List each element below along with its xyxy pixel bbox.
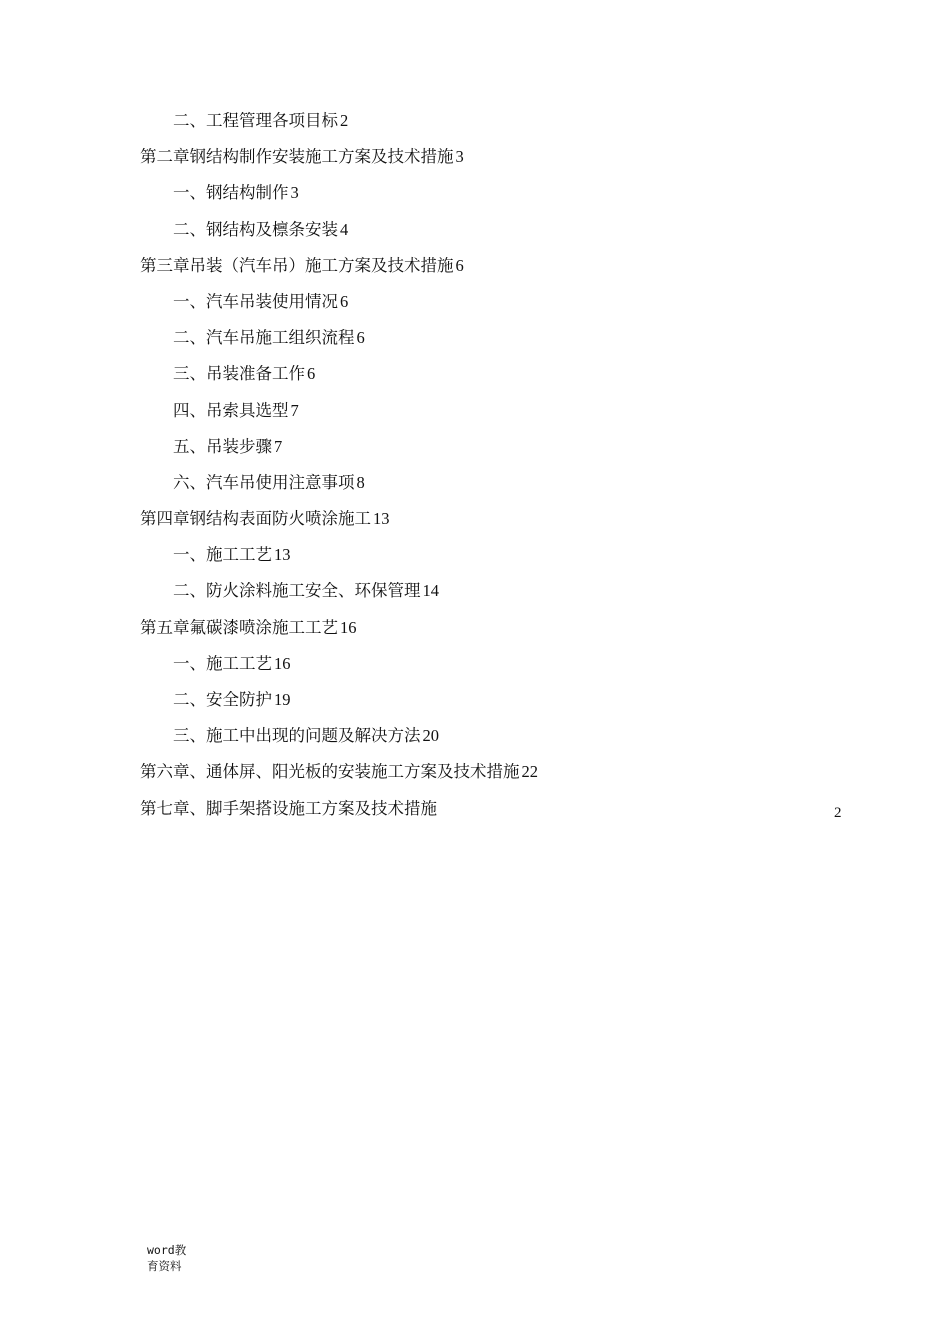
toc-chapter[interactable] — [0, 142, 950, 178]
toc-entry-page: 8 — [356, 472, 365, 492]
toc-entry-title: 四、吊索具选型 — [173, 400, 289, 420]
toc-entry-page: 19 — [274, 690, 291, 709]
toc-entry-title: 二、工程管理各项目标 — [173, 111, 338, 130]
toc-entry-title: 第二章钢结构制作安装施工方案及技术措施 — [140, 147, 454, 167]
toc-entry-page: 13 — [373, 509, 390, 529]
toc-chapter[interactable] — [0, 504, 950, 540]
toc-entry-title: 一、钢结构制作 — [173, 183, 289, 203]
toc-entry-title: 一、施工工艺 — [173, 545, 272, 565]
toc-entry[interactable] — [0, 576, 950, 612]
toc-entry[interactable] — [0, 106, 950, 142]
toc-entry-page: 6 — [340, 291, 349, 311]
toc-entry-page: 14 — [422, 581, 439, 601]
toc-entry[interactable] — [0, 540, 950, 576]
table-of-contents — [0, 106, 950, 830]
toc-entry-title: 一、汽车吊装使用情况 — [173, 291, 338, 311]
toc-entry[interactable] — [0, 468, 950, 504]
toc-entry-title: 一、施工工艺 — [173, 653, 272, 673]
toc-entry-page: 6 — [356, 328, 365, 348]
toc-entry-title: 第五章氟碳漆喷涂施工工艺 — [140, 617, 338, 637]
toc-entry-page: 20 — [422, 726, 439, 746]
toc-entry-page: 3 — [455, 147, 464, 167]
toc-entry-page: 6 — [307, 364, 316, 384]
toc-entry-page: 6 — [455, 255, 464, 275]
toc-entry[interactable] — [0, 396, 950, 432]
toc-entry-title: 二、防火涂料施工安全、环保管理 — [173, 581, 421, 601]
toc-entry-title: 三、施工中出现的问题及解决方法 — [173, 726, 421, 746]
footer-watermark — [147, 1242, 186, 1274]
toc-chapter[interactable] — [0, 613, 950, 649]
toc-entry-page: 2 — [340, 111, 349, 130]
toc-entry[interactable] — [0, 649, 950, 685]
toc-entry[interactable] — [0, 323, 950, 359]
footer-line: 育资料 — [147, 1259, 182, 1273]
toc-entry-title: 二、钢结构及檩条安装 — [173, 219, 338, 239]
toc-entry-title: 五、吊装步骤 — [173, 436, 272, 456]
toc-entry-page: 7 — [274, 436, 283, 456]
toc-entry[interactable] — [0, 721, 950, 757]
toc-entry-title: 第三章吊装（汽车吊）施工方案及技术措施 — [140, 255, 454, 275]
toc-chapter[interactable] — [0, 794, 950, 830]
toc-entry[interactable] — [0, 359, 950, 395]
footer-line: word教 — [147, 1243, 187, 1257]
toc-entry-title: 第四章钢结构表面防火喷涂施工 — [140, 509, 371, 529]
toc-entry[interactable] — [0, 685, 950, 721]
toc-entry[interactable] — [0, 432, 950, 468]
toc-entry-page: 2 — [834, 804, 842, 821]
toc-entry-page: 3 — [290, 183, 299, 203]
toc-entry[interactable] — [0, 287, 950, 323]
toc-entry-page: 13 — [274, 545, 291, 565]
toc-entry-title: 三、吊装准备工作 — [173, 364, 305, 384]
toc-entry-page: 4 — [340, 219, 349, 239]
toc-entry-page: 16 — [274, 653, 291, 673]
toc-entry-title: 六、汽车吊使用注意事项 — [173, 472, 355, 492]
toc-entry-title: 第七章、脚手架搭设施工方案及技术措施 — [140, 798, 437, 818]
toc-chapter[interactable] — [0, 251, 950, 287]
toc-entry-title: 第六章、通体屏、阳光板的安装施工方案及技术措施 — [140, 762, 520, 782]
toc-entry-page: 7 — [290, 400, 299, 420]
toc-entry-title: 二、安全防护 — [173, 690, 272, 709]
toc-chapter[interactable] — [0, 757, 950, 793]
toc-entry-page: 22 — [521, 762, 538, 782]
toc-entry-title: 二、汽车吊施工组织流程 — [173, 328, 355, 348]
toc-entry-page: 16 — [340, 617, 357, 637]
toc-entry[interactable] — [0, 215, 950, 251]
toc-entry[interactable] — [0, 178, 950, 214]
